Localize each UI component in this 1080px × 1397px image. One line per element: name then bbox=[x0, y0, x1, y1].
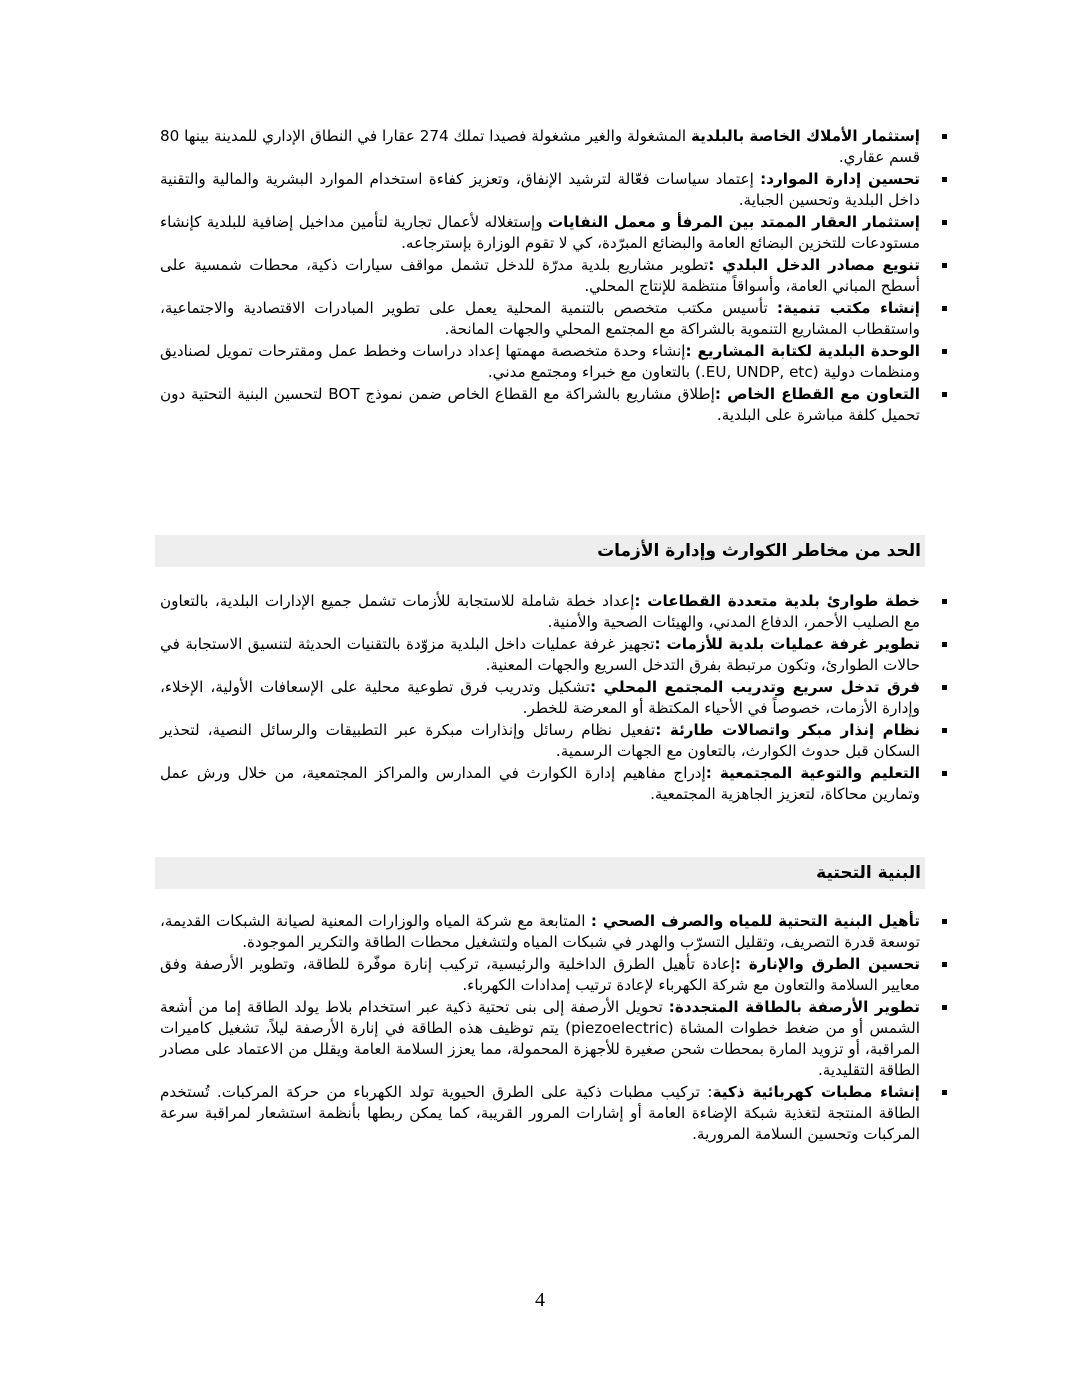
section1-list-container bbox=[160, 126, 920, 427]
section-heading: الحد من مخاطر الكوارث وإدارة الأزمات bbox=[597, 541, 921, 561]
list-item bbox=[160, 634, 920, 676]
list-item bbox=[160, 298, 920, 340]
list-item bbox=[160, 341, 920, 383]
item-text: إعتماد سياسات فعّالة لترشيد الإنفاق، وتعزيز كفاءة استخدام الموارد البشرية والمالية والتقنية داخل البلدية وتحسين الجباية. bbox=[160, 170, 920, 209]
item-text: المتابعة مع شركة المياه والوزارات المعنية لصيانة الشبكات القديمة، توسعة قدرة التصريف، وتقليل التسرّب والهدر في شبكات المياه ولتشغيل محطات الطاقة والتكرير الموجودة. bbox=[160, 912, 920, 951]
item-title: تطوير غرفة عمليات بلدية للأزمات : bbox=[654, 635, 920, 653]
item-title: الوحدة البلدية لكتابة المشاريع : bbox=[685, 342, 920, 360]
list-item bbox=[160, 169, 920, 211]
item-text: وإستغلاله لأعمال تجارية لتأمين مداخيل إضافية للبلدية كإنشاء مستودعات للتخزين البضائع العامة والبضائع المبرّدة، كي لا تقوم الوزارة بإسترجاعه. bbox=[160, 213, 920, 252]
list-item bbox=[160, 384, 920, 426]
section2-bullet-list bbox=[160, 591, 920, 805]
list-item bbox=[160, 954, 920, 996]
item-text: : تركيب مطبات ذكية على الطرق الحيوية تولد الكهرباء من حركة المركبات. تُستخدم الطاقة المنتجة لتغذية شبكة الإضاءة العامة أو إشارات المرور القريبة، كما يمكن ربطها بأنظمة استشعار لمراقبة سرعة المركبات وتحسين السلامة المرورية. bbox=[160, 1083, 920, 1143]
item-text: المشغولة والغير مشغولة فصيدا تملك 274 عقارا في النطاق الإداري للمدينة بينها 80 قسم عقاري. bbox=[159, 127, 920, 166]
item-text: إعداد خطة شاملة للاستجابة للأزمات تشمل جميع الإدارات البلدية، بالتعاون مع الصليب الأحمر، الدفاع المدني، والهيئات الصحية والأمنية. bbox=[160, 592, 920, 631]
list-item bbox=[160, 255, 920, 297]
item-text: إنشاء وحدة متخصصة مهمتها إعداد دراسات وخطط عمل ومقترحات تمويل لصناديق ومنظمات دولية (EU, UNDP, etc.) بالتعاون مع خبراء ومجتمع مدني. bbox=[160, 342, 920, 381]
section3-list-container bbox=[160, 911, 920, 1146]
list-item bbox=[160, 591, 920, 633]
item-title: التعاون مع القطاع الخاص : bbox=[714, 385, 920, 403]
item-text: إطلاق مشاريع بالشراكة مع القطاع الخاص ضمن نموذج BOT لتحسين البنية التحتية دون تحميل كلفة مباشرة على البلدية. bbox=[160, 385, 920, 424]
list-item bbox=[160, 126, 920, 168]
list-item bbox=[160, 1082, 920, 1145]
section2-list-container bbox=[160, 591, 920, 806]
item-title: إستثمار العقار الممتد بين المرفأ و معمل النفايات bbox=[547, 213, 920, 231]
item-title: تحسين إدارة الموارد: bbox=[760, 170, 921, 188]
item-title: نظام إنذار مبكر واتصالات طارئة : bbox=[655, 721, 920, 739]
item-title: إنشاء مكتب تنمية: bbox=[776, 299, 920, 317]
item-title: التعليم والتوعية المجتمعية : bbox=[705, 764, 921, 782]
item-text: إعادة تأهيل الطرق الداخلية والرئيسية، تركيب إنارة موفّرة للطاقة، وتطوير الأرصفة وفق معايير السلامة والتعاون مع شركة الكهرباء لإعادة ترتيب إمدادات الكهرباء. bbox=[160, 955, 920, 994]
item-title: تنويع مصادر الدخل البلدي : bbox=[708, 256, 920, 274]
item-text: تأسيس مكتب متخصص بالتنمية المحلية يعمل على تطوير المبادرات الاقتصادية والاجتماعية، واستقطاب المشاريع التنموية بالشراكة مع المجتمع المحلي والجهات المانحة. bbox=[160, 299, 920, 338]
item-text: إدراج مفاهيم إدارة الكوارث في المدارس والمراكز المجتمعية، من خلال ورش عمل وتمارين محاكاة، لتعزيز الجاهزية المجتمعية. bbox=[160, 764, 920, 803]
item-title: تأهيل البنية التحتية للمياه والصرف الصحي : bbox=[590, 912, 920, 930]
item-title: فرق تدخل سريع وتدريب المجتمع المحلي : bbox=[589, 678, 920, 696]
section-heading: البنية التحتية bbox=[816, 863, 921, 883]
item-text: تطوير مشاريع بلدية مدرّة للدخل تشمل مواقف سيارات ذكية، محطات شمسية على أسطح المباني العامة، وأسواقاً منتظمة للإنتاج المحلي. bbox=[160, 256, 920, 295]
section3-heading-bar bbox=[155, 857, 925, 889]
section2-heading-bar bbox=[155, 535, 925, 567]
item-title: تحسين الطرق والإنارة : bbox=[734, 955, 920, 973]
list-item bbox=[160, 212, 920, 254]
list-item bbox=[160, 911, 920, 953]
item-text: تفعيل نظام رسائل وإنذارات مبكرة عبر التطبيقات والرسائل النصية، لتحذير السكان قبل حدوث الكوارث، بالتعاون مع الجهات الرسمية. bbox=[160, 721, 920, 760]
item-title: إنشاء مطبات كهربائية ذكية bbox=[712, 1083, 920, 1101]
section1-bullet-list bbox=[160, 126, 920, 426]
item-title: إستثمار الأملاك الخاصة بالبلدية bbox=[690, 127, 920, 145]
item-text: تحويل الأرصفة إلى بنى تحتية ذكية عبر استخدام بلاط يولد الطاقة إما من أشعة الشمس أو من ضغط خطوات المشاة (piezoelectric) يتم توظيف هذه الطاقة في إنارة الأرصفة ليلاً، تشغيل كاميرات المراقبة، أو تزويد المارة بمحطات شحن صغيرة للأجهزة المحمولة، مما يعزز السلامة العامة ويقلل من الاعتماد على مصادر الطاقة التقليدية. bbox=[160, 998, 920, 1079]
item-title: تطوير الأرصفة بالطاقة المتجددة: bbox=[668, 998, 920, 1016]
section3-bullet-list bbox=[160, 911, 920, 1145]
item-text: تشكيل وتدريب فرق تطوعية محلية على الإسعافات الأولية، الإخلاء، وإدارة الأزمات، خصوصاً في الأحياء المكتظة أو المعرضة للخطر. bbox=[160, 678, 920, 717]
list-item bbox=[160, 720, 920, 762]
item-text: تجهيز غرفة عمليات داخل البلدية مزوّدة بالتقنيات الحديثة لتنسيق الاستجابة في حالات الطوارئ، وتكون مرتبطة بفرق التدخل السريع والجهات المعنية. bbox=[160, 635, 920, 674]
list-item bbox=[160, 677, 920, 719]
list-item bbox=[160, 997, 920, 1081]
list-item bbox=[160, 763, 920, 805]
page-number: 4 bbox=[535, 1289, 545, 1311]
item-title: خطة طوارئ بلدية متعددة القطاعات : bbox=[634, 592, 920, 610]
